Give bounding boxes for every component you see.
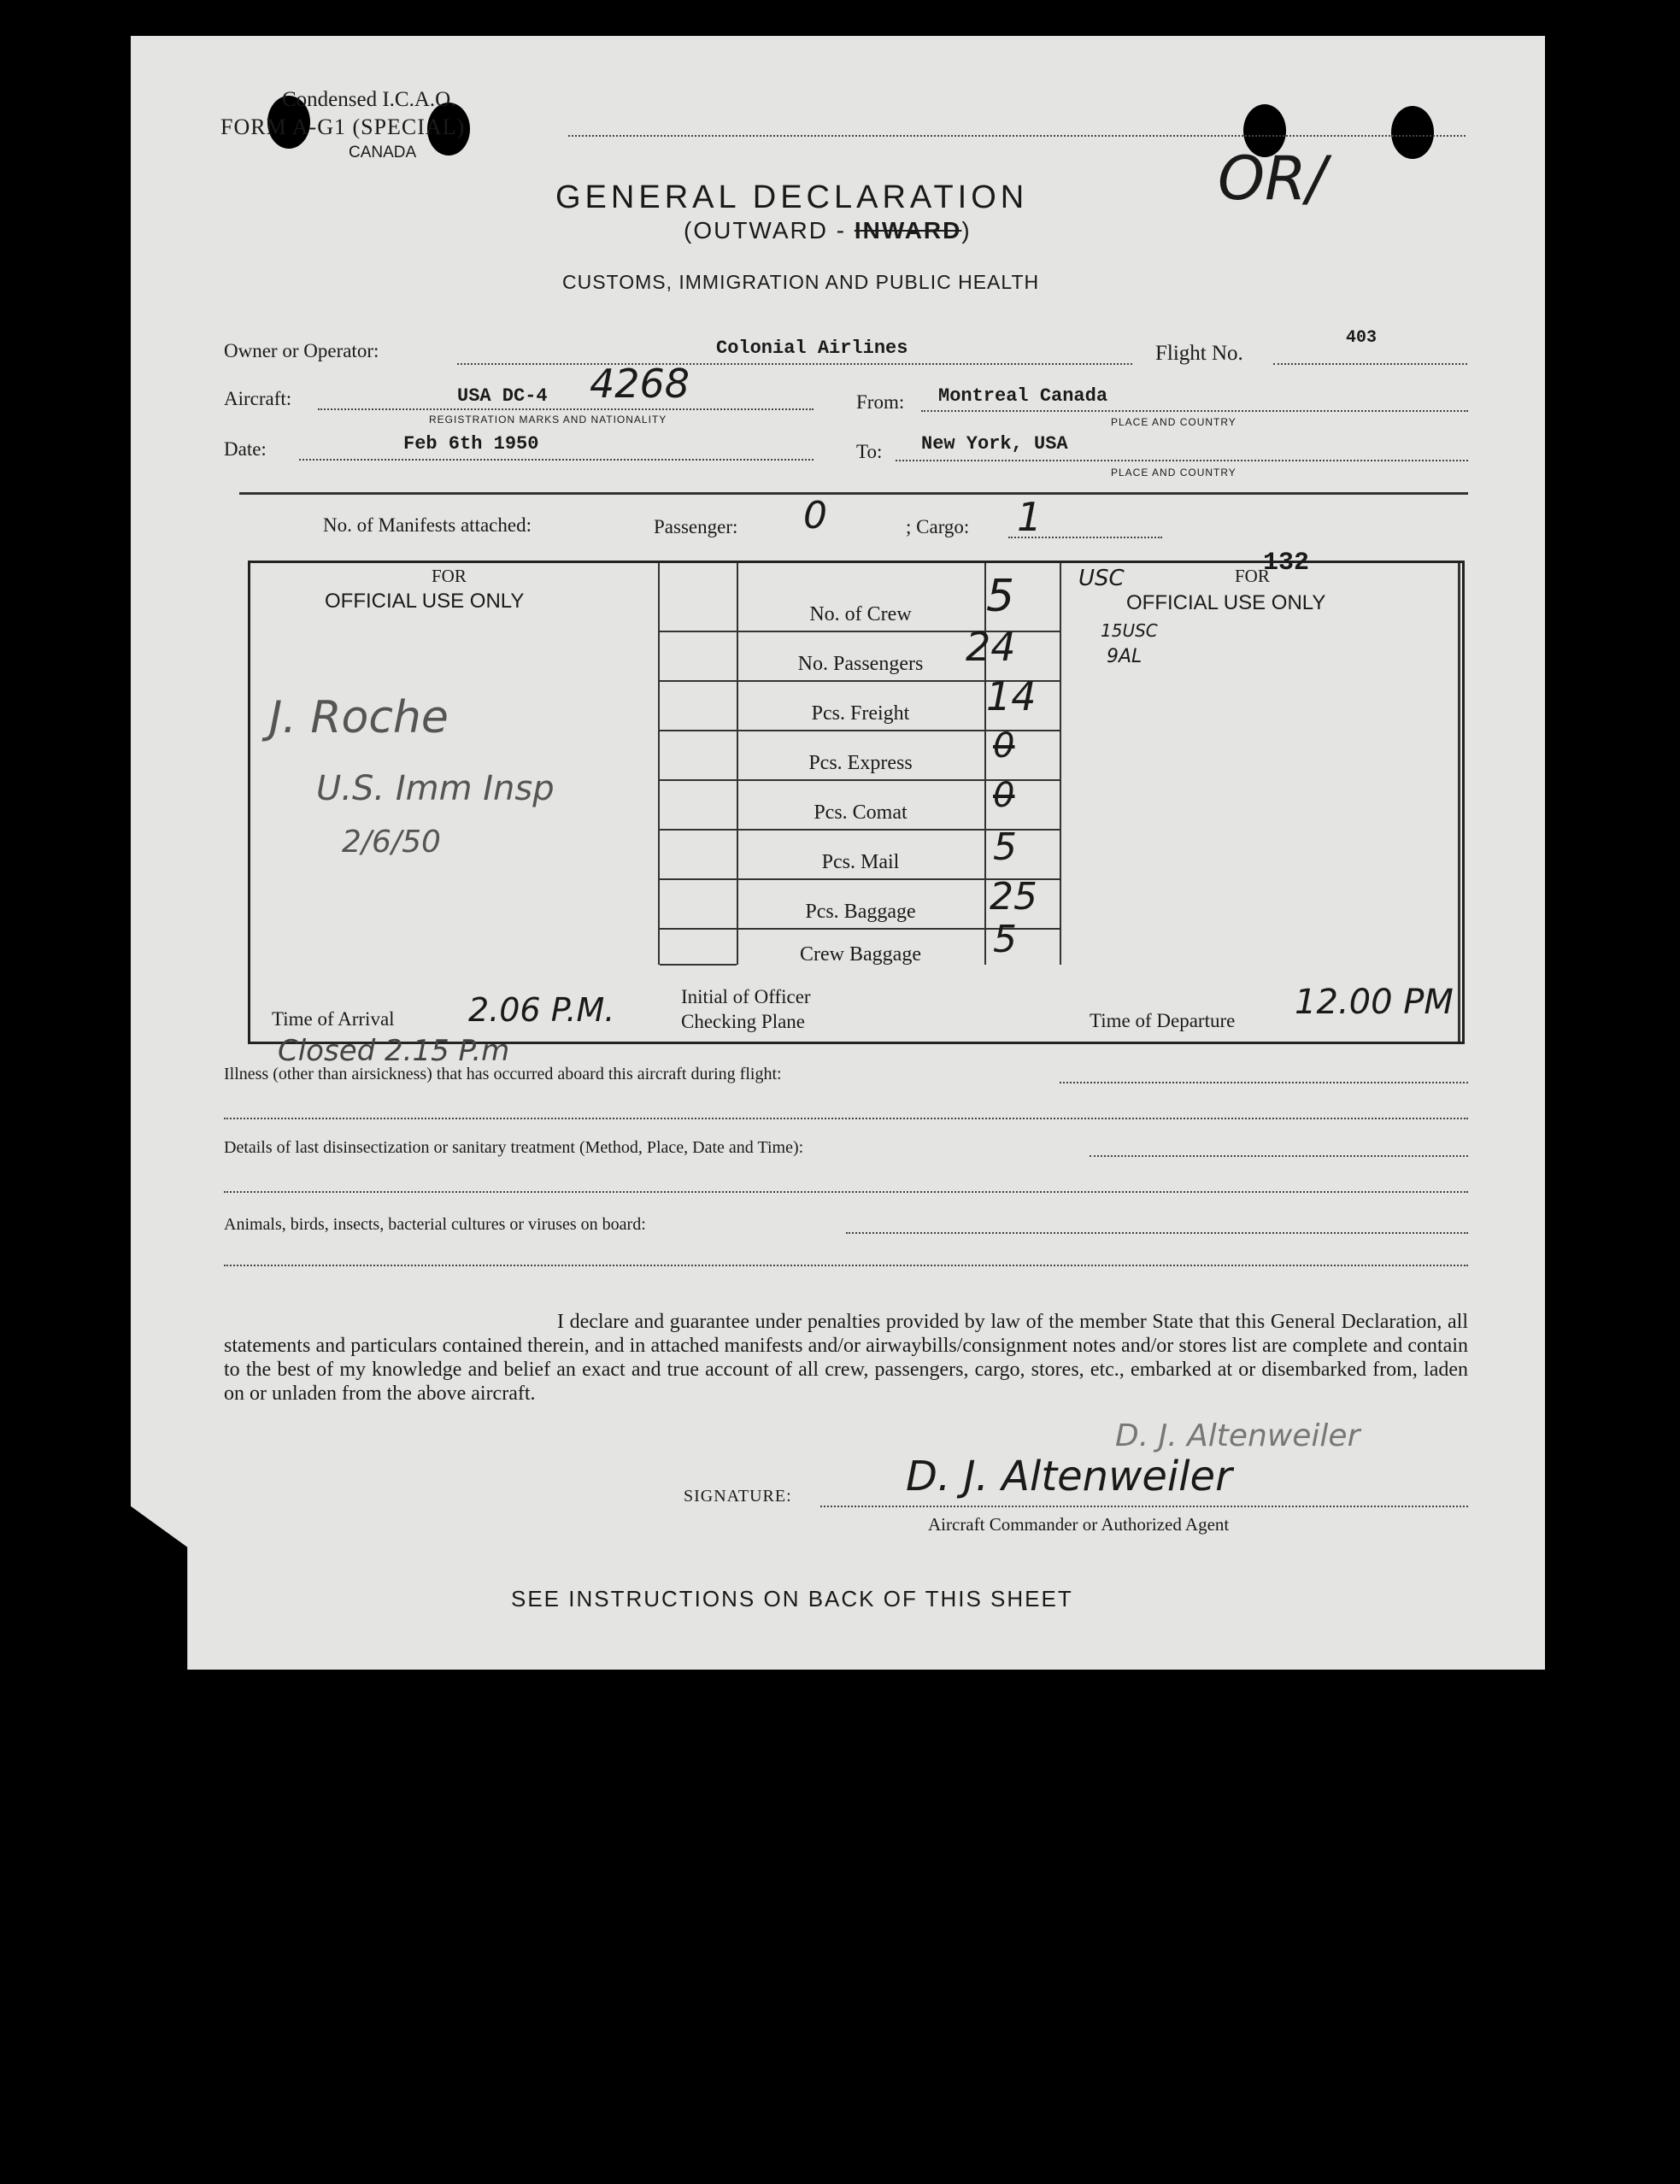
- row-value: 14: [986, 673, 1037, 719]
- left-official-for: FOR: [432, 566, 467, 586]
- from-label: From:: [856, 391, 905, 413]
- aircraft-caption: REGISTRATION MARKS AND NATIONALITY: [429, 414, 667, 426]
- signature-signed: D. J. Altenweiler: [906, 1453, 1232, 1500]
- owner-label: Owner or Operator:: [224, 340, 379, 361]
- crew-margin-note: USC: [1078, 566, 1125, 591]
- date-value: Feb 6th 1950: [403, 433, 539, 455]
- manifests-cargo-value: 1: [1017, 494, 1043, 540]
- manifests-cargo-label: ; Cargo:: [906, 516, 970, 537]
- departure-value: 12.00 PM: [1295, 983, 1454, 1022]
- row-express: [737, 726, 1060, 781]
- declaration-text: I declare and guarantee under penalties provided by law of the member State that this General Declaration, all statements and particulars contained therein, and in attached manifests and/or airwaybills/consignment notes and/or stores list are complete and contain to the best of my knowledge and belief an exact and true account of all crew, passengers, cargo, stores, etc., embarked at or disembarked from, laden on or unladen from the above aircraft.: [224, 1311, 1468, 1405]
- row-value: 5: [986, 571, 1015, 622]
- to-label: To:: [856, 441, 883, 462]
- row-label: Pcs. Express: [808, 752, 913, 774]
- row-label: No. Passengers: [797, 653, 924, 675]
- row-value: 5: [993, 918, 1017, 961]
- form-header-country: CANADA: [349, 144, 417, 161]
- row-label: Crew Baggage: [800, 943, 921, 966]
- row-label: Pcs. Freight: [811, 702, 910, 725]
- footer-instructions: SEE INSTRUCTIONS ON BACK OF THIS SHEET: [511, 1586, 1073, 1612]
- header-rule: [568, 135, 1466, 137]
- illness-question: Illness (other than airsickness) that has occurred aboard this aircraft during flight:: [224, 1065, 782, 1083]
- inspector-date: 2/6/50: [342, 825, 441, 860]
- right-number-mark: 132: [1263, 549, 1310, 578]
- right-official-title: OFFICIAL USE ONLY: [1126, 591, 1326, 614]
- aircraft-label: Aircraft:: [224, 388, 292, 409]
- signature-label: SIGNATURE:: [684, 1487, 792, 1506]
- inspector-signature: J. Roche: [269, 692, 449, 743]
- manifests-passenger-value: 0: [803, 494, 827, 537]
- officer-label-1: Initial of Officer: [681, 986, 811, 1007]
- from-value: Montreal Canada: [938, 385, 1108, 407]
- manifests-passenger-label: Passenger:: [654, 516, 738, 537]
- row-value: 0: [993, 776, 1015, 815]
- inspector-title: U.S. Imm Insp: [316, 769, 555, 808]
- to-value: New York, USA: [921, 433, 1068, 455]
- owner-value: Colonial Airlines: [716, 338, 908, 359]
- row-mail: [737, 825, 1060, 880]
- arrival-value: 2.06 P.M.: [468, 991, 615, 1029]
- subheading: CUSTOMS, IMMIGRATION AND PUBLIC HEALTH: [562, 271, 1040, 293]
- row-value: 24: [966, 624, 1016, 670]
- flight-value: 403: [1346, 328, 1377, 348]
- corner-mark: OR/: [1218, 144, 1327, 214]
- officer-label-2: Checking Plane: [681, 1011, 805, 1032]
- aircraft-value: USA DC-4: [457, 385, 548, 407]
- page-title: GENERAL DECLARATION: [555, 179, 1029, 215]
- disinsect-question: Details of last disinsectization or sanitary treatment (Method, Place, Date and Time):: [224, 1138, 804, 1157]
- flight-label: Flight No.: [1155, 342, 1243, 365]
- aircraft-handwritten: 4268: [590, 361, 690, 407]
- from-caption: PLACE AND COUNTRY: [1111, 416, 1237, 428]
- row-comat: [737, 776, 1060, 831]
- form-header-line2: FORM A-G1 (SPECIAL): [220, 114, 466, 139]
- manifests-label: No. of Manifests attached:: [323, 514, 532, 536]
- center-rows: [737, 571, 1060, 966]
- row-crew-baggage: [737, 918, 1060, 966]
- date-label: Date:: [224, 438, 267, 460]
- row-value: 25: [990, 875, 1037, 919]
- arrival-label: Time of Arrival: [272, 1008, 395, 1030]
- row-value: 5: [993, 825, 1017, 869]
- form-header-line1: Condensed I.C.A.O.: [282, 88, 456, 111]
- punch-hole: [1391, 106, 1434, 159]
- signature-caption: Aircraft Commander or Authorized Agent: [928, 1514, 1230, 1535]
- row-freight: [737, 673, 1060, 731]
- row-value: 0: [993, 726, 1015, 766]
- left-official-title: OFFICIAL USE ONLY: [325, 590, 525, 613]
- to-caption: PLACE AND COUNTRY: [1111, 467, 1237, 478]
- departure-label: Time of Departure: [1090, 1010, 1236, 1031]
- row-label: Pcs. Comat: [814, 801, 908, 824]
- animals-question: Animals, birds, insects, bacterial cultures or viruses on board:: [224, 1215, 646, 1234]
- row-label: No. of Crew: [809, 603, 912, 625]
- page-subtitle: (OUTWARD - INWARD): [684, 217, 972, 244]
- right-official-for: FOR: [1235, 566, 1270, 586]
- row-label: Pcs. Baggage: [805, 901, 916, 923]
- signature-ghost: D. J. Altenweiler: [1115, 1418, 1360, 1453]
- row-label: Pcs. Mail: [821, 851, 900, 873]
- pax-margin-note-1: 15USC: [1101, 620, 1158, 641]
- closed-note: Closed 2.15 P.m: [278, 1034, 510, 1068]
- pax-margin-note-2: 9AL: [1107, 646, 1143, 667]
- separator-rule: [239, 492, 1468, 495]
